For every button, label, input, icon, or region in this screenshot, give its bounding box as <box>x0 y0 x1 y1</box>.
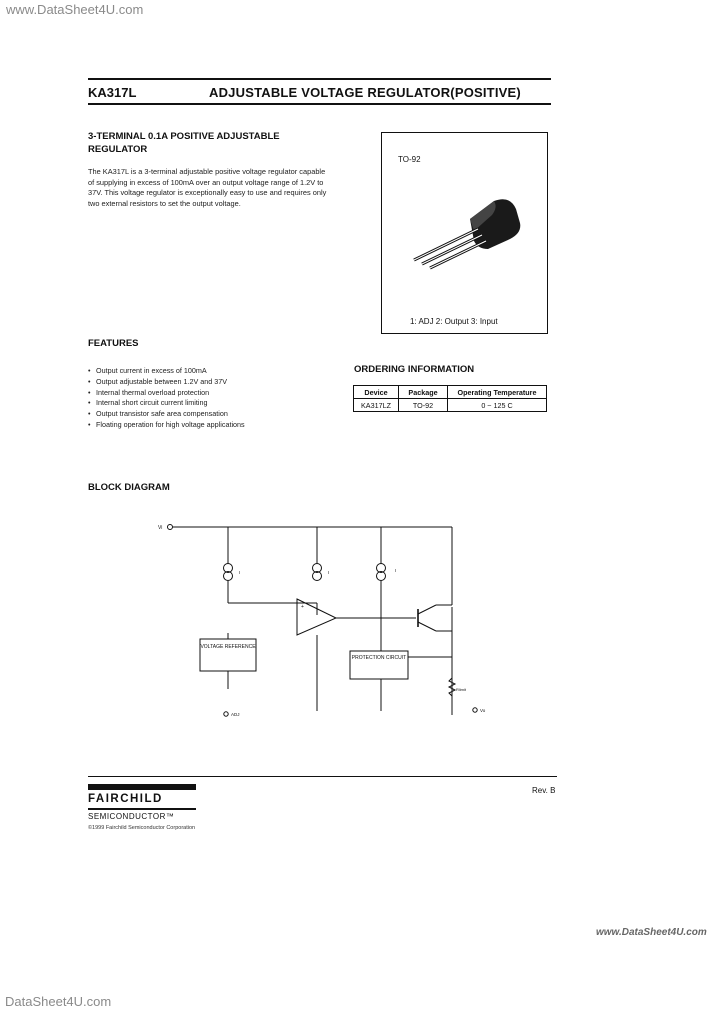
rlimit-label: Rlimit <box>456 687 466 692</box>
feature-item: • Output adjustable between 1.2V and 37V <box>88 377 348 388</box>
adj-terminal <box>224 712 228 716</box>
table-cell: TO-92 <box>399 399 448 412</box>
footer-rule <box>88 776 557 777</box>
logo-bar-bottom <box>88 808 196 810</box>
block-diagram <box>140 515 500 725</box>
page-title: ADJUSTABLE VOLTAGE REGULATOR(POSITIVE) <box>209 85 521 100</box>
features-heading: FEATURES <box>88 338 139 349</box>
vref-label-wrap <box>200 644 256 651</box>
vin-terminal <box>168 525 173 530</box>
prot-label-wrap <box>350 655 408 662</box>
fairchild-logo-sub: SEMICONDUCTOR™ <box>88 812 175 821</box>
current-source-label: I <box>328 570 330 575</box>
column-header-device: Device <box>354 386 399 399</box>
protection-circuit-label: PROTECTION CIRCUIT <box>351 655 407 661</box>
voltage-reference-label: VOLTAGE REFERENCE <box>200 644 256 650</box>
table-cell: KA317LZ <box>354 399 399 412</box>
package-pinout: 1: ADJ 2: Output 3: Input <box>410 317 498 326</box>
feature-item: • Output current in excess of 100mA <box>88 366 348 377</box>
current-source-label: I <box>239 570 241 575</box>
features-list <box>88 366 348 431</box>
package-name: TO-92 <box>398 155 421 164</box>
feature-item: • Internal short circuit current limiting <box>88 398 348 409</box>
to92-package-illustration <box>402 183 532 273</box>
adj-label: ADJ <box>231 712 240 717</box>
vout-terminal <box>473 708 477 712</box>
fairchild-logo: FAIRCHILD <box>88 793 163 805</box>
vout-label: Vo <box>480 708 486 713</box>
current-source-2 <box>313 527 322 581</box>
intro-subtitle: 3-TERMINAL 0.1A POSITIVE ADJUSTABLE REGULATOR <box>88 131 280 155</box>
intro-description: The KA317L is a 3-terminal adjustable positive voltage regulator capable of supplying in excess of 100mA over an output voltage range of 1.2V to 37V. This voltage regulator is exceptionally easy to use and requires only two external resistors to set the output voltage. <box>88 167 327 209</box>
watermark-top: www.DataSheet4U.com <box>6 2 144 17</box>
output-transistor <box>418 527 452 715</box>
feature-item: • Floating operation for high voltage applications <box>88 420 348 431</box>
current-source-3 <box>377 527 386 651</box>
ordering-table <box>353 385 547 412</box>
column-header-package: Package <box>399 386 448 399</box>
header-rule-bottom <box>88 103 551 105</box>
column-header-temperature: Operating Temperature <box>448 386 547 399</box>
feature-item: • Output transistor safe area compensation <box>88 409 348 420</box>
part-number: KA317L <box>88 85 137 100</box>
amp-plus-label: + <box>301 604 304 610</box>
package-box <box>381 132 548 334</box>
table-row <box>354 399 547 412</box>
revision-label: Rev. B <box>532 786 556 795</box>
vin-label: Vi <box>158 525 163 531</box>
table-cell: 0 ~ 125 C <box>448 399 547 412</box>
block-diagram-heading: BLOCK DIAGRAM <box>88 482 170 493</box>
current-source-label: I <box>395 568 397 573</box>
copyright: ©1999 Fairchild Semiconductor Corporation <box>88 825 196 831</box>
watermark-bottom: DataSheet4U.com <box>5 994 112 1009</box>
ordering-heading: ORDERING INFORMATION <box>354 364 475 375</box>
watermark-right: www.DataSheet4U.com <box>596 927 707 938</box>
feature-item: • Internal thermal overload protection <box>88 388 348 399</box>
header-rule-top <box>88 78 551 80</box>
logo-bar-top <box>88 784 196 790</box>
table-header-row <box>354 386 547 399</box>
